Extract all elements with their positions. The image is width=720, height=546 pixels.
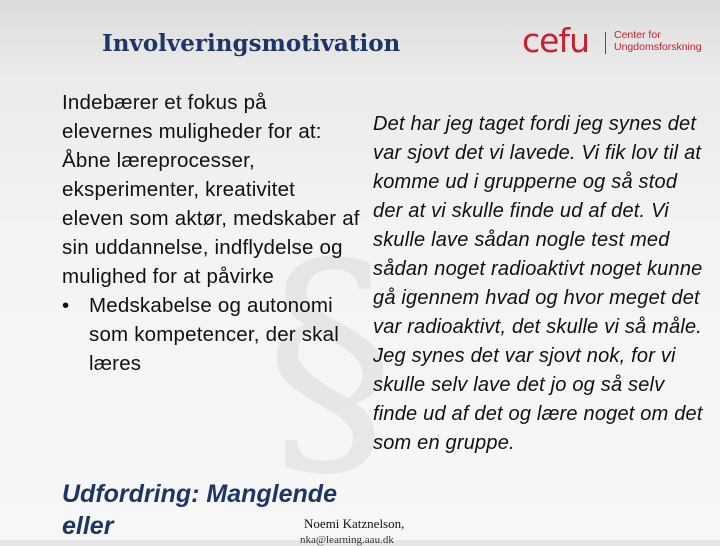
student-quote: Det har jeg taget fordi jeg synes det var sjovt det vi lavede. Vi fik lov til at komme ud i grupperne og så stod der at vi skulle finde ud af det. Vi skulle lave sådan nogle test med sådan noget radioaktivt noget kunne gå igennem hvad og hvor meget det var radioaktivt, det skulle vi så måle. Jeg synes det var sjovt nok, for vi skulle selv lave det jo og så selv finde ud af det og lære noget om det som en gruppe.	[373, 113, 703, 454]
logo-divider	[605, 32, 606, 54]
logo-wordmark: cefu	[522, 21, 589, 60]
left-text-column	[62, 88, 362, 378]
logo-subtitle-line2: Ungdomsforskning	[614, 41, 702, 53]
bullet-text: Medskabelse og autonomi som kompetencer, der skal læres	[89, 294, 339, 375]
challenge-heading: Udfordring: Manglende eller	[62, 480, 337, 540]
bullet-marker: •	[62, 294, 70, 317]
footer-author: Noemi Katznelson,	[304, 516, 405, 531]
logo-subtitle	[614, 29, 702, 53]
bullet-item	[62, 291, 362, 378]
cefu-logo	[522, 21, 702, 60]
logo-subtitle-line1: Center for	[614, 29, 661, 41]
slide-title: Involveringsmotivation	[102, 30, 401, 57]
section-watermark-icon: §	[265, 209, 395, 511]
paragraph-student-as-actor: eleven som aktør, medskaber af sin uddannelse, indflydelse og mulighed for at påvirke	[62, 207, 360, 288]
intro-text: Indebærer et fokus på elevernes muligheder for at:	[62, 91, 322, 143]
paragraph-open-learning: Åbne læreprocesser, eksperimenter, kreativitet	[62, 149, 296, 201]
footer-email: nka@learning.aau.dk	[300, 534, 394, 546]
